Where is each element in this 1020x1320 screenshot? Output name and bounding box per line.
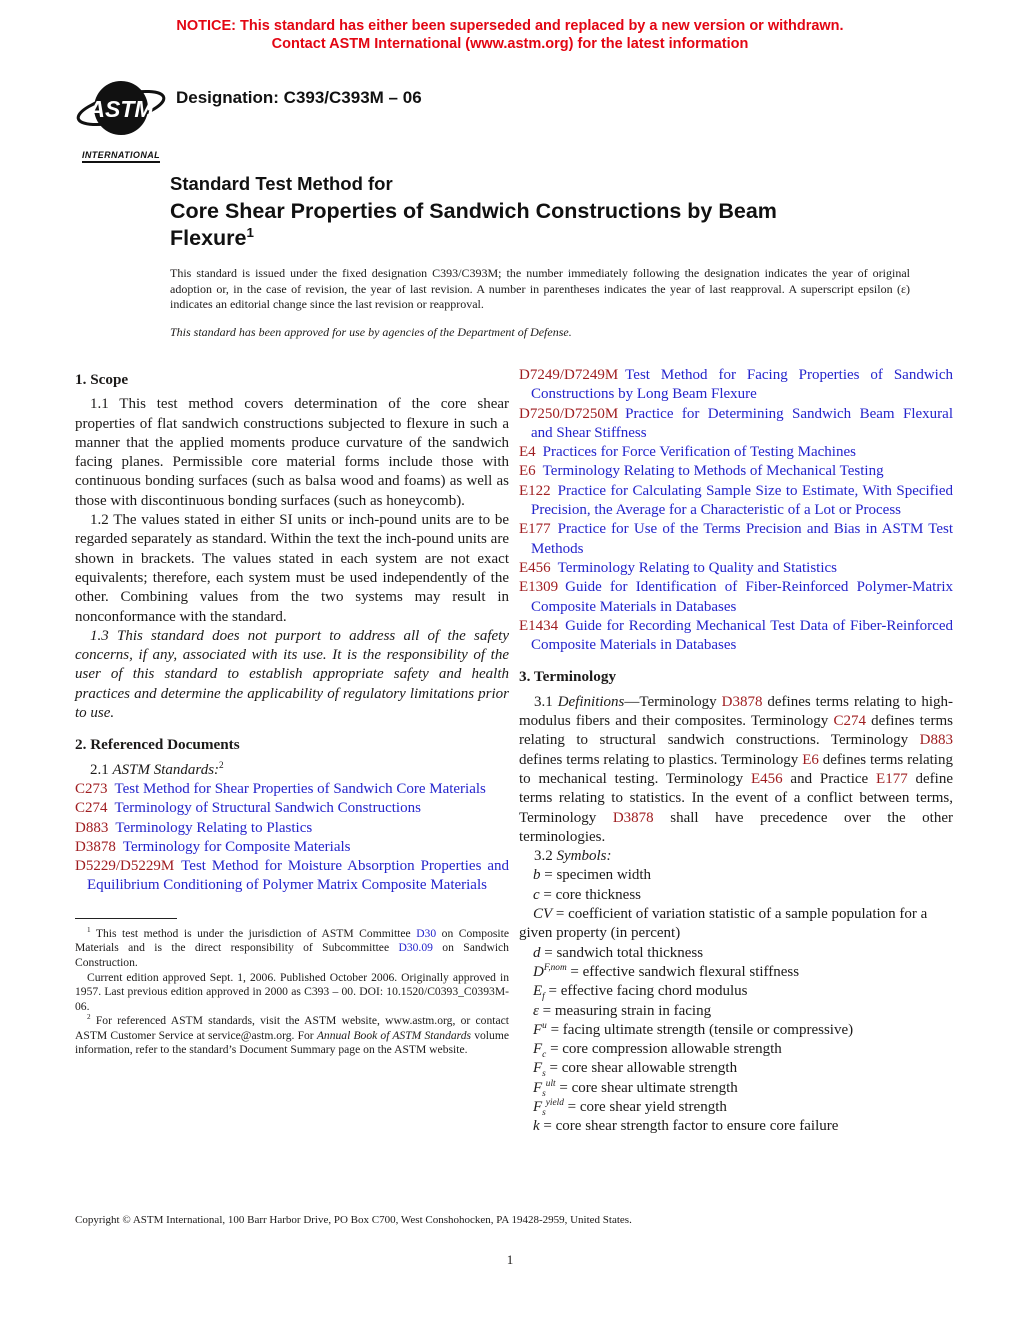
- text-segment: Definitions: [557, 693, 625, 710]
- section-heading-terminology: 3. Terminology: [519, 668, 617, 686]
- standard-code-link[interactable]: E177: [519, 521, 551, 538]
- standard-ref-link[interactable]: D30: [416, 926, 437, 940]
- logo-international-label: INTERNATIONAL: [82, 150, 160, 163]
- referenced-standard: [519, 405, 953, 444]
- standard-title-link[interactable]: Practices for Force Verification of Testing Machines: [542, 444, 856, 461]
- referenced-standard: [75, 819, 509, 838]
- standard-title-link[interactable]: Test Method for Shear Properties of Sandwich Core Materials: [114, 780, 486, 797]
- text-segment: = effective sandwich flexural stiffness: [566, 963, 800, 980]
- text-segment: Annual Book of ASTM Standards: [316, 1028, 472, 1042]
- standard-code-link[interactable]: E6: [519, 463, 536, 480]
- referenced-standard: [519, 578, 953, 617]
- astm-globe-icon: [75, 78, 167, 140]
- text-segment: = measuring strain in facing: [538, 1002, 712, 1019]
- standard-title-link[interactable]: Practice for Use of the Terms Precision and Bias in ASTM Test Methods: [531, 521, 953, 557]
- standard-code-link[interactable]: E4: [519, 444, 536, 461]
- referenced-standard: [519, 559, 953, 578]
- footnote-1: [75, 927, 509, 971]
- standard-ref-link[interactable]: D3878: [721, 693, 763, 710]
- text-segment: b: [533, 867, 541, 884]
- text-segment: k: [533, 1118, 540, 1135]
- referenced-standard: [519, 482, 953, 521]
- referenced-standard: [519, 462, 953, 481]
- standard-ref-link[interactable]: E6: [802, 751, 819, 768]
- text-segment: s: [542, 1069, 546, 1080]
- standard-code-link[interactable]: D3878: [75, 838, 116, 855]
- standard-title-link[interactable]: Guide for Recording Mechanical Test Data of Fiber-Reinforced Composite Materials in Databases: [531, 617, 953, 654]
- standard-code-link[interactable]: C273: [75, 780, 108, 797]
- text-segment: on Composite Materials and is the direct responsibility of Subcommittee: [75, 926, 509, 955]
- symbol-definition: [519, 1117, 953, 1136]
- paragraph-3-1: [519, 693, 953, 847]
- left-column: [75, 366, 509, 1137]
- symbol-definition: [519, 1021, 953, 1040]
- issuance-note: This standard is issued under the fixed designation C393/C393M; the number immediately following the designation indicates the year of original adoption or, in the case of revision, the year of last revision. A number in parentheses indicates the year of last reapproval. A superscript epsilon (ε) indicates an editorial change since the last revision or reapproval.: [170, 266, 910, 311]
- standard-code-link[interactable]: E1309: [519, 579, 559, 596]
- page-number: 1: [506, 1252, 514, 1267]
- text-segment: yield: [545, 1097, 564, 1108]
- text-segment: f: [542, 992, 545, 1003]
- footnote-2: [75, 1014, 509, 1058]
- section-heading-referenced-documents: 2. Referenced Documents: [75, 736, 240, 754]
- footnote-divider: [75, 918, 177, 919]
- text-segment: F: [533, 1021, 543, 1038]
- text-segment: Core Shear Properties of Sandwich Constructions by Beam Flexure: [170, 199, 777, 250]
- symbol-definition: [519, 1059, 953, 1078]
- standard-title-link[interactable]: Terminology of Structural Sandwich Constructions: [114, 800, 421, 817]
- symbol-definition: [519, 1098, 953, 1117]
- text-segment: = core shear yield strength: [563, 1098, 727, 1115]
- text-segment: and Practice: [782, 770, 877, 787]
- text-segment: define terms relating to statistics. In the event of a conflict between terms, Terminology: [519, 770, 953, 826]
- standard-title-link[interactable]: Terminology Relating to Quality and Statistics: [557, 559, 838, 576]
- right-column: [519, 366, 953, 1137]
- text-segment: CV: [533, 906, 553, 923]
- referenced-standards-list-left: [75, 780, 509, 896]
- symbol-definition: [519, 1079, 953, 1098]
- paragraph-1-3: 1.3 This standard does not purport to address all of the safety concerns, if any, associated with its use. It is the responsibility of the user of this standard to establish appropriate safety and health practices and determine the applicability of regulatory limitations prior to use.: [75, 627, 509, 722]
- referenced-standard: [519, 366, 953, 405]
- standard-title-link[interactable]: Practice for Calculating Sample Size to Estimate, With Specified Precision, the Average for a Characteristic of a Lot or Process: [531, 482, 953, 519]
- standard-code-link[interactable]: E456: [519, 559, 551, 576]
- symbol-definition: [519, 1002, 953, 1021]
- text-segment: 2.1: [90, 761, 113, 778]
- standard-code-link[interactable]: E122: [519, 482, 551, 499]
- text-segment: = coefficient of variation statistic of a sample population for a given property (in percent): [519, 906, 928, 942]
- footnote-current-edition: Current edition approved Sept. 1, 2006. Published October 2006. Originally approved in 1957. Last previous edition approved in 2000 as C393 – 00. DOI: 10.1520/C0393_C0393M-06.: [75, 970, 509, 1013]
- text-segment: 1: [87, 925, 91, 934]
- text-segment: = effective facing chord modulus: [544, 983, 748, 1000]
- text-segment: defines terms relating to mechanical testing. Terminology: [519, 751, 953, 787]
- standard-title-link[interactable]: Test Method for Moisture Absorption Properties and Equilibrium Conditioning of Polymer Matrix Composite Materials: [87, 858, 509, 894]
- body-columns: [75, 366, 953, 1137]
- dod-approval-note: This standard has been approved for use by agencies of the Department of Defense.: [170, 325, 572, 339]
- text-segment: = sandwich total thickness: [540, 944, 704, 961]
- symbols-list: [519, 866, 953, 1136]
- symbol-definition: [519, 905, 953, 944]
- text-segment: s: [542, 1107, 546, 1118]
- referenced-standard: [75, 838, 509, 857]
- text-segment: = facing ultimate strength (tensile or compressive): [546, 1021, 854, 1038]
- text-segment: c: [533, 886, 540, 903]
- text-segment: = specimen width: [540, 867, 652, 884]
- title-kind: Standard Test Method for: [170, 173, 393, 194]
- text-segment: volume information, refer to the standard’s Document Summary page on the ASTM website.: [75, 1028, 509, 1057]
- text-segment: 2: [87, 1013, 91, 1022]
- title-main: [170, 198, 850, 252]
- astm-logo: [73, 78, 169, 163]
- standard-ref-link[interactable]: D3878: [612, 809, 654, 826]
- referenced-standard: [519, 520, 953, 559]
- text-segment: F: [533, 1041, 543, 1058]
- text-segment: = core shear allowable strength: [545, 1060, 738, 1077]
- text-segment: F: [533, 1098, 543, 1115]
- text-segment: defines terms relating to structural sandwich constructions. Terminology: [519, 713, 953, 749]
- text-segment: E: [533, 983, 543, 1000]
- text-segment: = core compression allowable strength: [546, 1041, 782, 1058]
- text-segment: 3.2: [534, 848, 557, 865]
- symbol-definition: [519, 982, 953, 1001]
- standard-title-link[interactable]: Practice for Determining Sandwich Beam Flexural and Shear Stiffness: [531, 405, 953, 441]
- standard-code-link[interactable]: D7250/D7250M: [519, 405, 619, 422]
- text-segment: F,nom: [543, 962, 567, 973]
- text-segment: shall have precedence over the other terminologies.: [519, 809, 953, 845]
- superseded-notice: [0, 17, 1020, 53]
- text-segment: 1: [246, 224, 254, 240]
- text-segment: ASTM Standards:: [112, 761, 220, 778]
- text-segment: F: [533, 1079, 543, 1096]
- text-segment: F: [533, 1060, 543, 1077]
- text-segment: on Sandwich Construction.: [75, 941, 509, 969]
- copyright-line: Copyright © ASTM International, 100 Barr Harbor Drive, PO Box C700, West Conshohocken, PA 19428-2959, United States.: [75, 1214, 632, 1226]
- symbol-definition: [519, 963, 953, 982]
- text-segment: ε: [533, 1002, 539, 1019]
- section-heading-scope: 1. Scope: [75, 371, 129, 388]
- referenced-standard: [519, 443, 953, 462]
- standard-code-link[interactable]: D5229/D5229M: [75, 858, 175, 875]
- symbol-definition: [519, 886, 953, 905]
- notice-line-2: Contact ASTM International (www.astm.org) for the latest information: [271, 36, 749, 52]
- paragraph-3-2: [519, 847, 953, 866]
- text-segment: 2: [219, 760, 224, 771]
- paragraph-1-1: 1.1 This test method covers determination of the core shear properties of flat sandwich constructions subjected to flexure in such a manner that the applied moments produce curvature of the sandwich facing planes. Permissible core material forms include those with continuous bonding surfaces (such as balsa wood and foams) as well as those with discontinuous bonding surfaces (such as honeycomb).: [75, 396, 509, 509]
- standard-ref-link[interactable]: E456: [750, 770, 783, 787]
- standard-code-link[interactable]: D883: [75, 819, 109, 836]
- standard-code-link[interactable]: E1434: [519, 617, 559, 634]
- standard-title-link[interactable]: Terminology Relating to Methods of Mechanical Testing: [542, 463, 884, 480]
- symbol-definition: [519, 944, 953, 963]
- paragraph-1-2: 1.2 The values stated in either SI units or inch-pound units are to be regarded separately as standard. Within the text the inch-pound units are shown in brackets. The values stated in each system are not exact equivalents; therefore, each system must be used independently of the other. Combining values from the two systems may result in nonconformance with the standard.: [75, 512, 509, 625]
- text-segment: s: [542, 1088, 546, 1099]
- footnotes-block: [75, 918, 509, 1058]
- standard-ref-link[interactable]: D30.09: [398, 941, 433, 955]
- referenced-standard: [75, 857, 509, 896]
- text-segment: u: [542, 1020, 547, 1031]
- standard-ref-link[interactable]: C274: [833, 713, 866, 730]
- referenced-standard: [519, 617, 953, 656]
- standard-ref-link[interactable]: E177: [876, 770, 908, 787]
- text-segment: c: [542, 1050, 547, 1061]
- text-segment: D: [533, 963, 544, 980]
- text-segment: Symbols:: [556, 848, 612, 865]
- text-segment: defines terms relating to plastics. Terminology: [519, 751, 803, 768]
- logo-text: ASTM: [88, 96, 154, 122]
- standard-code-link[interactable]: D7249/D7249M: [519, 367, 619, 383]
- referenced-standards-list-right: [519, 366, 953, 655]
- symbol-definition: [519, 866, 953, 885]
- text-segment: For referenced ASTM standards, visit the ASTM website, www.astm.org, or contact ASTM Customer Service at service@astm.org. For: [75, 1014, 509, 1042]
- text-segment: = core shear strength factor to ensure core failure: [539, 1118, 839, 1135]
- text-segment: ult: [545, 1078, 556, 1089]
- referenced-standard: [75, 780, 509, 799]
- referenced-standard: [75, 799, 509, 818]
- text-segment: = core shear ultimate strength: [555, 1079, 738, 1096]
- document-title: [170, 172, 850, 252]
- text-segment: —Terminology: [624, 693, 722, 710]
- standard-title-link[interactable]: Test Method for Facing Properties of Sandwich Constructions by Long Beam Flexure: [531, 367, 953, 403]
- paragraph-2-1: [75, 761, 509, 780]
- standard-code-link[interactable]: C274: [75, 800, 108, 817]
- designation-text: Designation: C393/C393M – 06: [176, 88, 422, 107]
- notice-line-1: NOTICE: This standard has either been superseded and replaced by a new version or withdrawn.: [176, 18, 844, 34]
- text-segment: = core thickness: [539, 886, 642, 903]
- text-segment: 3.1: [534, 693, 558, 710]
- standard-ref-link[interactable]: D883: [919, 732, 953, 749]
- standard-title-link[interactable]: Terminology for Composite Materials: [122, 838, 351, 855]
- standard-title-link[interactable]: Terminology Relating to Plastics: [115, 819, 313, 836]
- symbol-definition: [519, 1040, 953, 1059]
- standard-title-link[interactable]: Guide for Identification of Fiber-Reinforced Polymer-Matrix Composite Materials in Databases: [531, 579, 953, 615]
- text-segment: defines terms relating to high-modulus fibers and their composites. Terminology: [519, 693, 953, 730]
- text-segment: d: [533, 944, 541, 961]
- text-segment: This test method is under the jurisdiction of ASTM Committee: [90, 926, 417, 940]
